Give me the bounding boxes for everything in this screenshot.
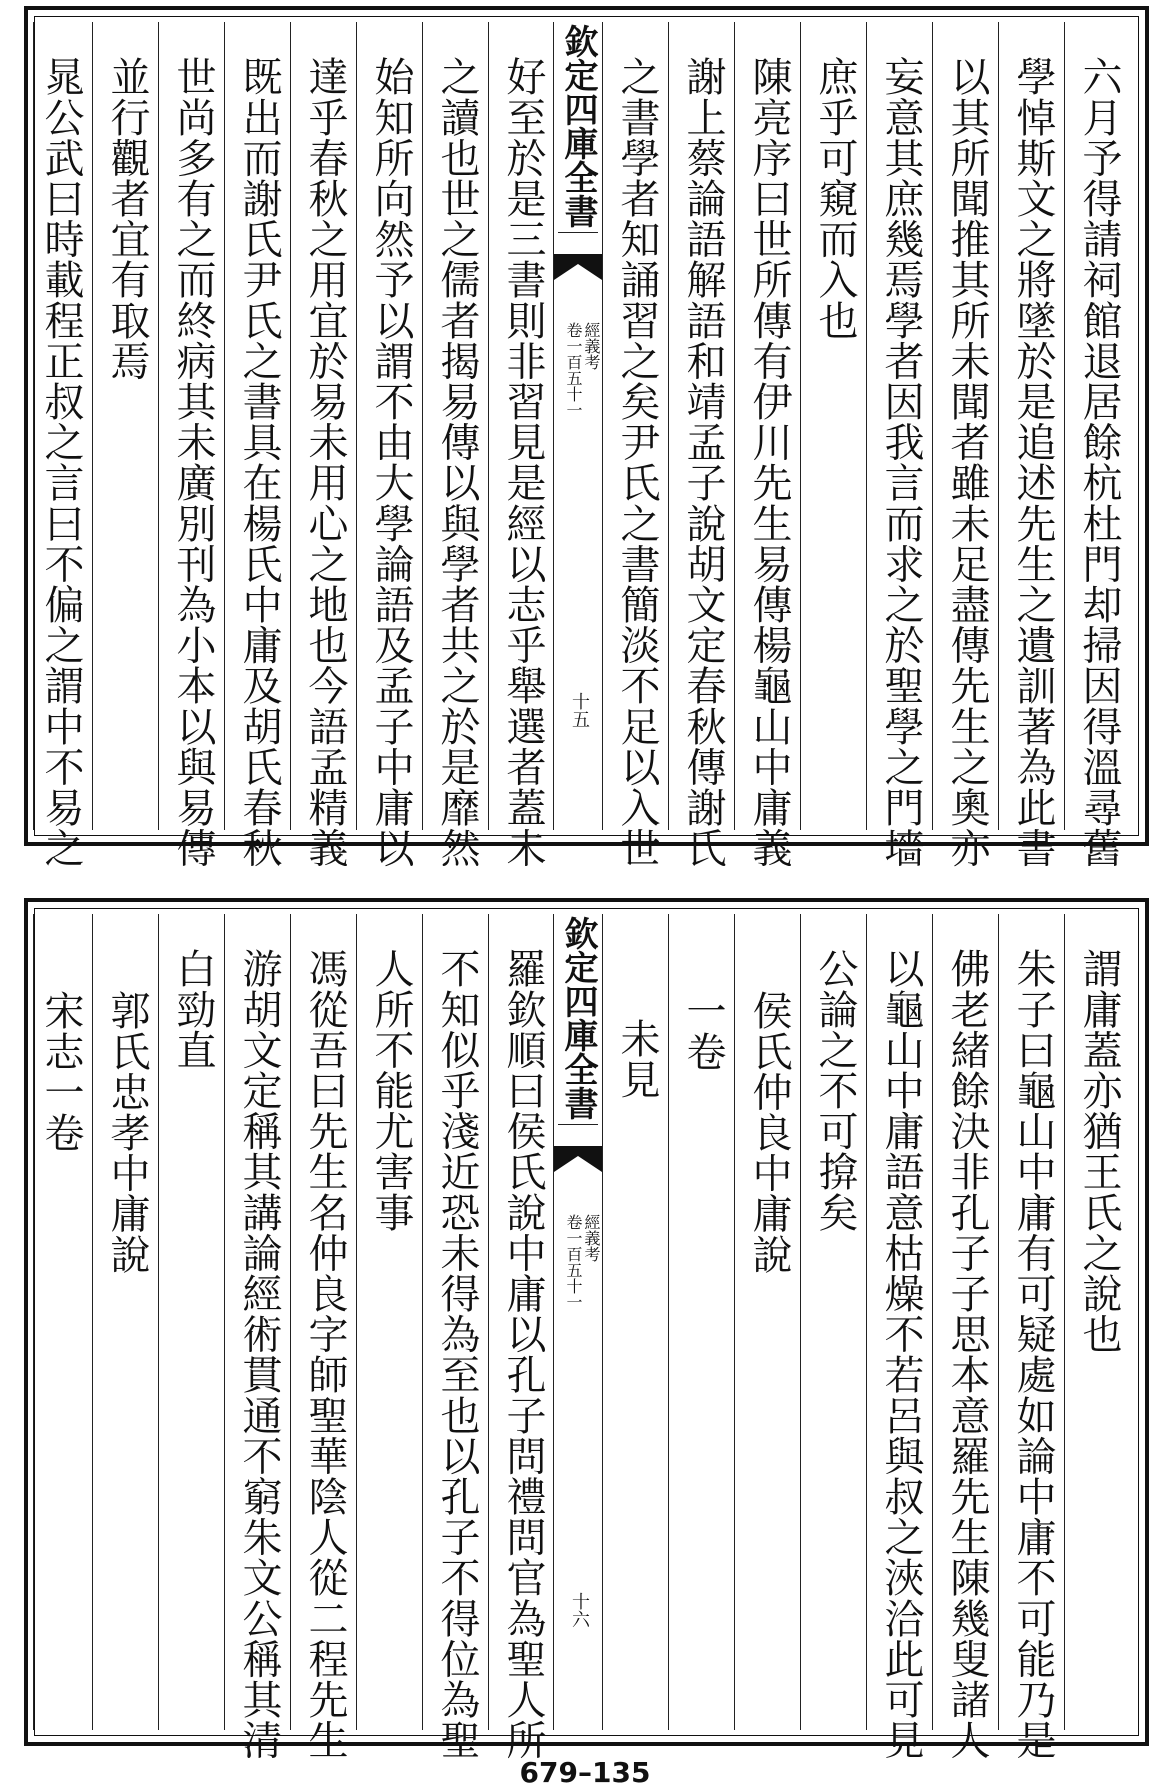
text-column: 一卷: [668, 914, 735, 1730]
book-title: 欽定四庫全書: [558, 916, 598, 1125]
text-column: 始知所向然予以謂不由大學論語及孟子中庸以: [356, 22, 423, 830]
text-column: 侯氏仲良中庸說: [734, 914, 801, 1730]
fish-tail-ornament: [554, 254, 602, 282]
text-column: 學悼斯文之將墜於是追述先生之遺訓著為此書: [998, 22, 1065, 830]
text-column: 妄意其庶幾焉學者因我言而求之於聖學之門墻: [866, 22, 933, 830]
volume-label: 卷一百五十一: [564, 1214, 583, 1310]
text-column: 謝上蔡論語解語和靖孟子說胡文定春秋傳謝氏: [668, 22, 735, 830]
text-column: 人所不能尤害事: [356, 914, 423, 1730]
text-column: 不知似乎淺近恐未得為至也以孔子不得位為聖: [422, 914, 489, 1730]
text-column: 好至於是三書則非習見是經以志乎舉選者蓋未: [488, 22, 555, 830]
text-column: 以龜山中庸語意枯燥不若呂與叔之浹洽此可見: [866, 914, 933, 1730]
text-column: 並行觀者宜有取焉: [92, 22, 159, 830]
text-column: 宋志一卷: [33, 914, 93, 1730]
volume-label: 卷一百五十一: [564, 322, 583, 418]
text-column: 六月予得請祠館退居餘杭杜門却掃因得溫尋舊: [1064, 22, 1131, 830]
text-column: 未見: [602, 914, 669, 1730]
text-column: 既出而謝氏尹氏之書具在楊氏中庸及胡氏春秋: [224, 22, 291, 830]
text-column: 之讀也世之儒者揭易傳以與學者共之於是靡然: [422, 22, 489, 830]
text-column: 馮從吾曰先生名仲良字師聖華陰人從二程先生: [290, 914, 357, 1730]
top-page: [24, 6, 1149, 868]
text-column: 謂庸蓋亦猶王氏之說也: [1064, 914, 1131, 1730]
text-column: 公論之不可揜矣: [800, 914, 867, 1730]
text-column: 羅欽順曰侯氏說中庸以孔子問禮問官為聖人所: [488, 914, 555, 1730]
text-column: 白勁直: [158, 914, 225, 1730]
text-column: 陳亮序曰世所傳有伊川先生易傳楊龜山中庸義: [734, 22, 801, 830]
fish-tail-ornament: [554, 1146, 602, 1174]
text-column: 郭氏忠孝中庸說: [92, 914, 159, 1730]
center-fold-margin: [553, 22, 603, 830]
center-fold-margin: [553, 914, 603, 1730]
section-label: 經義考: [582, 1214, 601, 1262]
text-column: 之書學者知誦習之矣尹氏之書簡淡不足以入世: [602, 22, 669, 830]
text-column: 游胡文定稱其講論經術貫通不窮朱文公稱其清: [224, 914, 291, 1730]
book-title: 欽定四庫全書: [558, 24, 598, 233]
text-column: 朱子曰龜山中庸有可疑處如論中庸不可能乃是: [998, 914, 1065, 1730]
page-reference: 679–135: [519, 1756, 651, 1789]
text-column: 達乎春秋之用宜於易未用心之地也今語孟精義: [290, 22, 357, 830]
text-column: 晁公武曰時載程正叔之言曰不偏之謂中不易之: [33, 22, 93, 830]
section-label: 經義考: [582, 322, 601, 370]
page-number: 十六: [569, 1592, 590, 1628]
page-number: 十五: [569, 692, 590, 728]
bottom-page: [24, 898, 1149, 1760]
text-column: 以其所聞推其所未聞者雖未足盡傳先生之奧亦: [932, 22, 999, 830]
text-column: 庶乎可窺而入也: [800, 22, 867, 830]
text-column: 佛老緒餘決非孔子子思本意羅先生陳幾叟諸人: [932, 914, 999, 1730]
text-column: 世尚多有之而終病其未廣別刊為小本以與易傳: [158, 22, 225, 830]
